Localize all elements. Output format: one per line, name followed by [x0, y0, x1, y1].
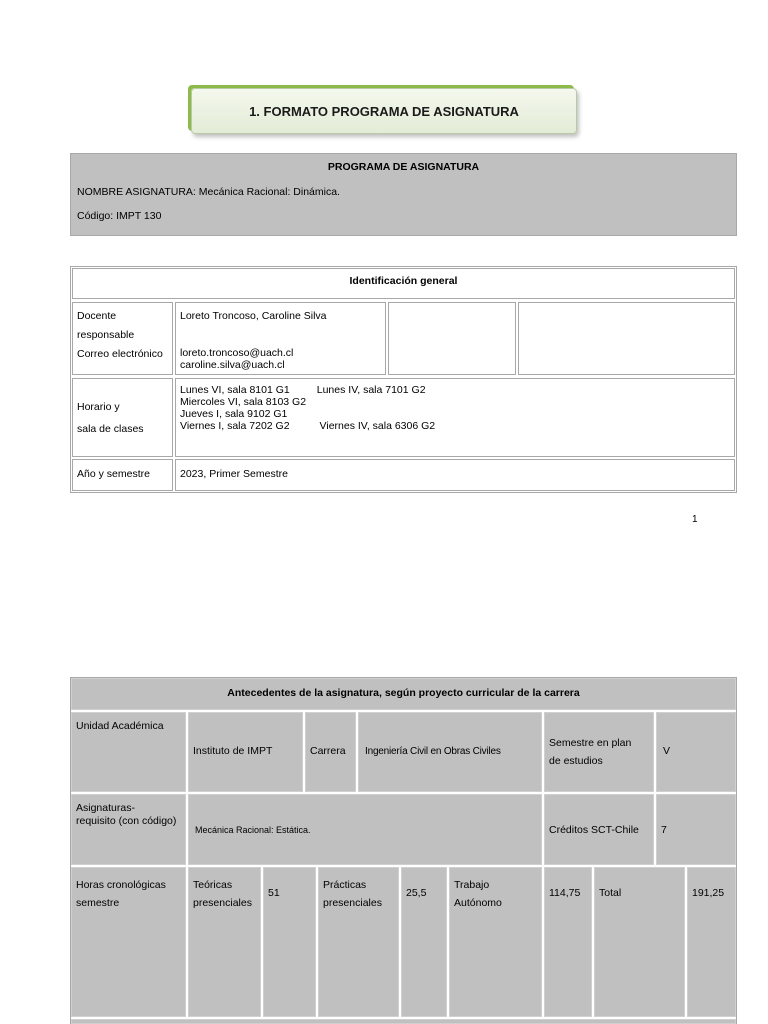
horas-label: Horas cronológicas semestre — [76, 879, 166, 909]
horario-label: Horario y sala de clases — [77, 401, 144, 435]
antecedentes-heading: Antecedentes de la asignatura, según proyecto curricular de la carrera — [227, 687, 580, 699]
carrera-value: Ingeniería Civil en Obras Civiles — [365, 746, 501, 757]
anio-label: Año y semestre — [77, 468, 150, 480]
teoricas-value: 51 — [268, 887, 280, 899]
correo-2: caroline.silva@uach.cl — [180, 359, 285, 371]
correo-1: loreto.troncoso@uach.cl — [180, 347, 294, 359]
practicas-value: 25,5 — [406, 887, 427, 899]
correo-values — [175, 344, 385, 374]
empty-cell-1 — [388, 302, 516, 375]
nombre-asignatura: NOMBRE ASIGNATURA: Mecánica Racional: Dinámica. — [77, 186, 340, 198]
docente-label: Docente responsable Correo electrónico — [77, 310, 163, 360]
identificacion-heading: Identificación general — [72, 268, 735, 299]
docente-value: Loreto Troncoso, Caroline Silva — [180, 310, 327, 322]
document-title: 1. FORMATO PROGRAMA DE ASIGNATURA — [191, 88, 577, 134]
creditos-label: Créditos SCT-Chile — [549, 824, 639, 836]
carrera-label: Carrera — [310, 745, 346, 757]
next-row-cell — [71, 1019, 736, 1024]
unidad-value: Instituto de IMPT — [193, 745, 273, 757]
anio-value: 2023, Primer Semestre — [180, 468, 288, 480]
trabajo-value: 114,75 — [549, 887, 581, 899]
empty-cell-2 — [518, 302, 735, 375]
total-label: Total — [599, 887, 622, 899]
creditos-value: 7 — [661, 824, 667, 836]
page-number: 1 — [692, 514, 698, 525]
semestre-value: V — [663, 745, 671, 757]
requisito-value: Mecánica Racional: Estática. — [195, 825, 311, 835]
unidad-label: Unidad Académica — [76, 720, 164, 732]
trabajo-label: Trabajo Autónomo — [454, 879, 502, 909]
requisito-label: Asignaturas- requisito (con código) — [76, 802, 177, 827]
teoricas-label: Teóricas presenciales — [193, 879, 252, 909]
programa-heading: PROGRAMA DE ASIGNATURA — [327, 161, 480, 173]
total-value: 191,25 — [692, 887, 725, 899]
semestre-label: Semestre en plan de estudios — [549, 737, 632, 767]
codigo-asignatura: Código: IMPT 130 — [77, 210, 162, 222]
horario-value: Lunes VI, sala 8101 G1 Lunes IV, sala 7101 G2 Miercoles VI, sala 8103 G2 Jueves I, sala 9102 G1 Viernes I, sala 7202 G2 Viernes IV, sala 6306 G2 — [180, 384, 436, 432]
practicas-label: Prácticas presenciales — [323, 879, 382, 909]
